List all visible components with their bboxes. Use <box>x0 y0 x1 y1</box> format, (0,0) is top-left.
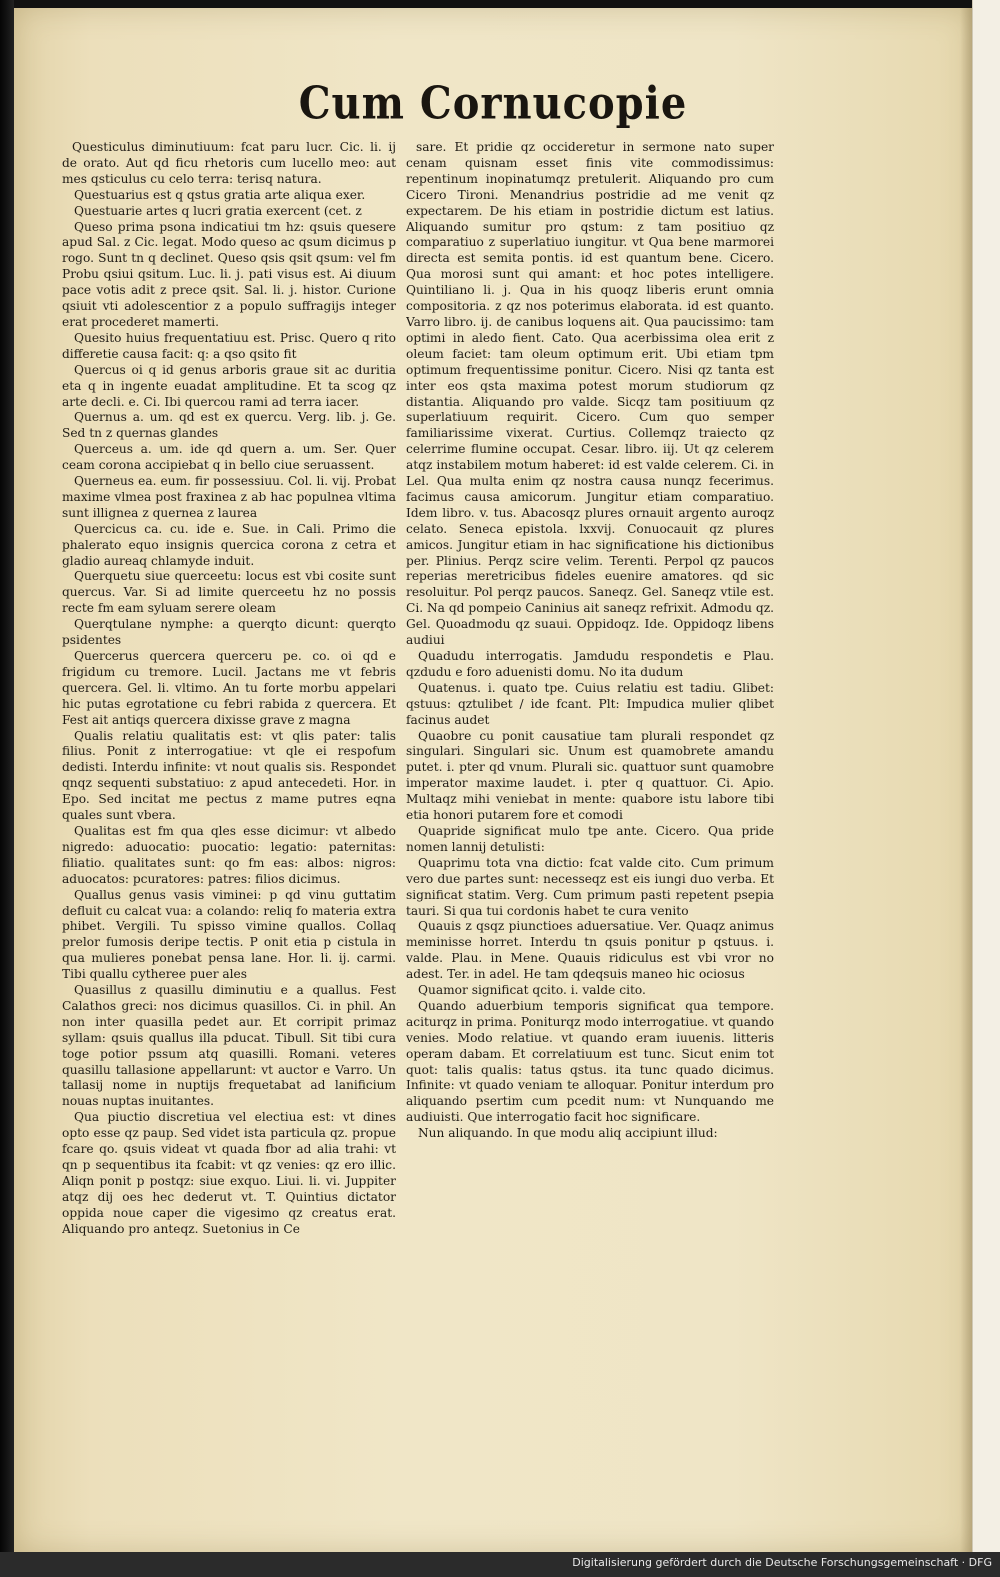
scan-background-right <box>972 0 1000 1552</box>
running-title: Cum Cornucopie <box>298 77 688 130</box>
dictionary-entry: Quauis z qsqz piunctioes aduersatiue. Ver. Quaqz animus meminisse horret. Interdu tn qsuis ponitur p qstuus. i. valde. Plau. in Mene. Quauis ridiculus est vbi vror no adest. Ter. in adel. He tam qdeqsuis maneo hic ociosus <box>406 919 774 982</box>
dictionary-entry: Quaobre cu ponit causatiue tam plurali respondet qz singulari. Singulari sic. Unum est quamobrete amandu putet. i. pter qd vnum. Plurali sic. quattuor sunt quamobre imperator maxime laudet. i. pter q quattuor. Ci. Apio. Multaqz mihi veniebat in mente: quabore istu labore tibi etia honori putarem fore et comodi <box>406 728 774 823</box>
page-edge-shadow <box>960 8 972 1552</box>
dictionary-entry: Quaprimu tota vna dictio: fcat valde cito. Cum primum vero due partes sunt: necesseqz est eis iungi duo verba. Et significat statim. Verg. Cum primum pasti repetent psepia tauri. Si qua tui cordonis habet te cura venito <box>406 855 774 918</box>
dictionary-entry: Querqtulane nymphe: a querqto dicunt: querqto psidentes <box>62 617 396 648</box>
dictionary-entry: Quallus genus vasis viminei: p qd vinu guttatim defluit cu calcat vua: a colando: reliq fo materia extra phibet. Vergili. Tu spisso vimine quallos. Collaq prelor fumosis deripe tectis. P onit etia p cistula in qua mulieres ponebat pensa lane. Hor. li. ij. carmi. Tibi quallu cytheree puer ales <box>62 887 396 982</box>
text-column-right <box>406 140 774 1520</box>
dictionary-entry: sare. Et pridie qz occideretur in sermone nato super cenam quisnam esset finis vite commodissimus: repentinum inopinatumqz pretulerit. Aliquando pro cum Cicero Tironi. Menandrius postridie ad me venit qz expectarem. De his etiam in postridie dictum est latius. Aliquando sumitur pro qstum: z tam positiuo qz comparatiuo z superlatiuo iungitur. vt Qua bene marmorei directa est semita pontis. id est quantum bene. Cicero. Qua morosi sunt qui amant: et hoc potes intelligere. Quintiliano li. j. Qua in his quoqz liberis erunt omnia compositoria. z qz nos poterimus elaborata. id est quanto. Varro libro. ij. de canibus loquens ait. Qua paucissimo: tam optimi in aledo fient. Cato. Qua acerbissima olea erit z oleum faciet: tam oleum optimum erit. Ubi etiam tpm optimum frequentissime ponitur. Cicero. Nisi qz tanta est inter eos qsta maxima potest morum studiorum qz distantia. Aliquando pro valde. Sicqz tam positiuum qz superlatiuum requirit. Cicero. Cum quo semper familiarissime vixerat. Curtius. Collemqz traiecto qz celerrime flumine occupat. Cesar. libro. iij. Ut qz celerem atqz instabilem motum haberet: id est valde celerem. Ci. in Lel. Qua multa enim qz nostra causa nunqz fecerimus. facimus causa amicorum. Jungitur etiam comparatiuo. Idem libro. v. tus. Abacosqz plures ornauit argento auroqz celato. Seneca epistola. lxxvij. Conuocauit qz plures amicos. Jungitur etiam in hac significatione his dictionibus per. Plinius. Perqz scire velim. Terenti. Perpol qz paucos reperias meretricibus fideles euenire amatores. qd sic resoluitur. Pol perqz paucos. Saneqz. Gel. Saneqz vtile est. Ci. Na qd pompeio Caninius ait saneqz refrixit. Admodu qz. Gel. Quoadmodu qz suaui. Oppidoqz. Ide. Oppidoqz libens audiui <box>406 140 774 648</box>
dictionary-entry: Qualitas est fm qua qles esse dicimur: vt albedo nigredo: aduocatio: puocatio: legatio: paternitas: filiatio. qualitates sunt: qo fm eas: albos: nigros: aduocatos: pcuratores: patres: filios dicimus. <box>62 823 396 886</box>
footer-bar <box>0 1552 1000 1577</box>
dictionary-entry: Quamor significat qcito. i. valde cito. <box>418 983 646 998</box>
dictionary-entry: Quadudu interrogatis. Jamdudu respondetis e Plau. qzdudu e foro aduenisti domu. No ita dudum <box>406 649 774 679</box>
dictionary-entry: Quatenus. i. quato tpe. Cuius relatiu est tadiu. Glibet: qstuus: qztulibet / ide fcant. Plt: Impudica mulier qlibet facinus audet <box>406 680 774 727</box>
dictionary-entry: Quercicus ca. cu. ide e. Sue. in Cali. Primo die phalerato equo insignis quercica corona z cetra et gladio aureaq chlamyde induit. <box>62 521 396 568</box>
funding-notice: Digitalisierung gefördert durch die Deutsche Forschungsgemeinschaft · DFG <box>572 1556 992 1569</box>
dictionary-entry: Quercerus quercera querceru pe. co. oi qd e frigidum cu tremore. Lucil. Jactans me vt febris quercera. Gel. li. vltimo. An tu forte morbu appelari hic putas egrotatione cu febri rabida z quercera. Et Fest ait antiqs quercera dixisse grave z magna <box>62 649 396 727</box>
dictionary-entry: Quapride significat mulo tpe ante. Cicero. Qua pride nomen lannij detulisti: <box>406 823 774 854</box>
dictionary-entry: Querquetu siue querceetu: locus est vbi cosite sunt quercus. Var. Si ad limite querceetu hz no possis recte fm eam syluam serere oleam <box>62 569 396 616</box>
dictionary-entry: Questuarius est q qstus gratia arte aliqua exer. <box>74 187 366 202</box>
dictionary-entry: Questuarie artes q lucri gratia exercent (cet. z <box>74 203 362 218</box>
dictionary-entry: Queso prima psona indicatiui tm hz: qsuis quesere apud Sal. z Cic. legat. Modo queso ac qsum dicimus p rogo. Sunt tn q declinet. Queso qsis qsit qsum: vel fm Probu qsiui qsitum. Luc. li. j. pati visus est. Ai diuum pace votis adit z prece qsit. Sal. li. j. histor. Curione qsiuit vti adolescentior z a populo suffragijs integer erat procederet mamerti. <box>62 219 396 329</box>
dictionary-entry: Qua piuctio discretiua vel electiua est: vt dines opto esse qz paup. Sed videt ista particula qz. propue fcare qo. qsuis videat vt quada fbor ad alia trahi: vt qn p sequentibus ita fcabit: vt qz venies: qz ero illic. Aliqn ponit p postqz: siue exquo. Liui. li. vi. Juppiter atqz dij oes hec dederut vt. T. Quintius dictator oppida noue caper die vigesimo qz creatus erat. Aliquando pro anteqz. Suetonius in Ce <box>62 1110 396 1236</box>
scan-background-left <box>0 0 14 1552</box>
dictionary-entry: Quernus a. um. qd est ex quercu. Verg. lib. j. Ge. Sed tn z quernas glandes <box>62 410 396 441</box>
dictionary-entry: Questiculus diminutiuum: fcat paru lucr. Cic. li. ij de orato. Aut qd ficu rhetoris cum lucello meo: aut mes qsticulus cu celo terra: terisq natura. <box>62 140 396 186</box>
dictionary-entry: Querneus ea. eum. fir possessiuu. Col. li. vij. Probat maxime vlmea post fraxinea z ab hac populnea vltima sunt illignea z quernea z laurea <box>62 474 396 520</box>
dictionary-entry: Quando aduerbium temporis significat qua tempore. aciturqz in prima. Poniturqz modo interrogatiue. vt quando venies. Modo relatiue. vt quando eram iuuenis. litteris operam dabam. Et correlatiuum est tunc. Sicut enim tot quot: talis qualis: tatus qstus. ita tunc quado dicimus. Infinite: vt quado veniam te alloquar. Ponitur interdum pro aliquando psertim cum pcedit num: vt Nunquando me audiuisti. Que interrogatio facit hoc significare. <box>406 998 774 1125</box>
book-page <box>14 8 972 1552</box>
dictionary-entry: Quercus oi q id genus arboris graue sit ac duritia eta q in ingente euadat amplitudine. Et ta scog qz arte decli. e. Ci. Ibi quercou rami ad terra iacer. <box>62 362 396 409</box>
text-column-left <box>62 140 396 1520</box>
dictionary-entry: Quesito huius frequentatiuu est. Prisc. Quero q rito differetie causa facit: q: a qso qsito fit <box>62 330 396 361</box>
dictionary-entry: Querceus a. um. ide qd quern a. um. Ser. Quer ceam corona accipiebat q in bello ciue seruassent. <box>62 442 396 473</box>
dictionary-entry: Quasillus z quasillu diminutiu e a quallus. Fest Calathos greci: nos dicimus quasillos. Ci. in phil. An non inter quasilla pedet aur. Et corripit primaz syllam: qsuis quallus illa pducat. Tibull. Sit tibi cura toge potior pssum atq quasilli. Romani. veteres quasillu tallasione appellarunt: vt auctor e Varro. Un tallasij nome in nuptijs frequetabat ad lanificium nouas nuptas inuitantes. <box>62 983 396 1109</box>
dictionary-entry: Qualis relatiu qualitatis est: vt qlis pater: talis filius. Ponit z interrogatiue: vt qle ei respofum dedisti. Interdu infinite: vt nout qualis sis. Respondet qnqz sequenti substatiuo: z apud antecedeti. Hor. in Epo. Sed incitat me pectus z mame putres eqna quales sunt vbera. <box>62 728 396 823</box>
dictionary-entry: Nun aliquando. In que modu aliq accipiunt illud: <box>418 1126 718 1141</box>
